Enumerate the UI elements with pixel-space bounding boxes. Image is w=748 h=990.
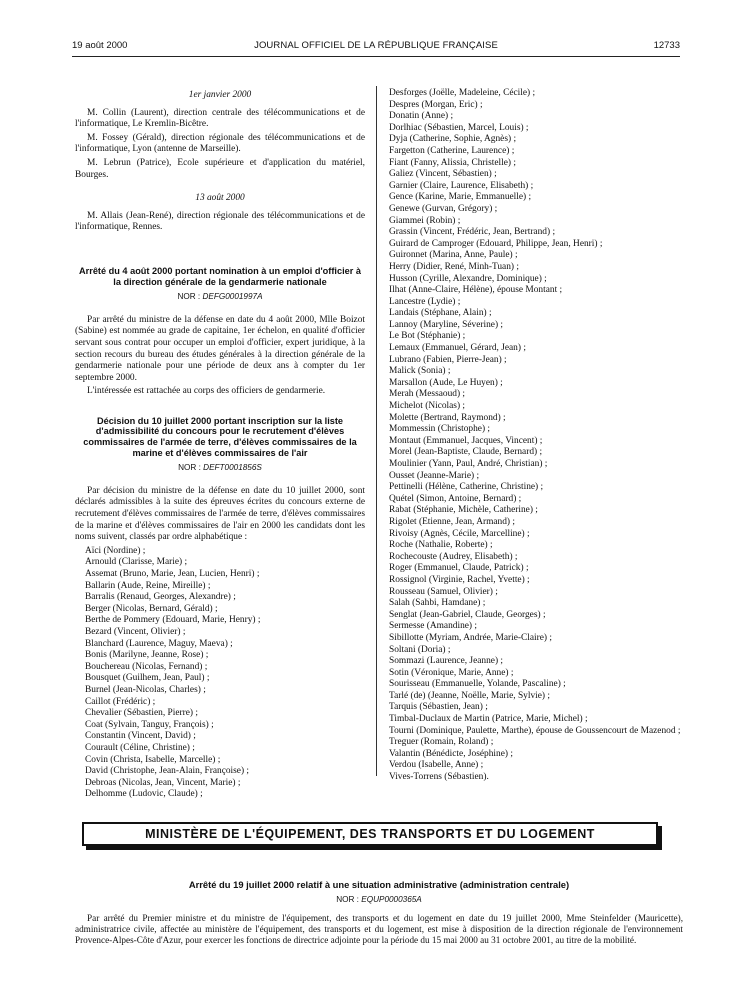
candidate-name: Covin (Christa, Isabelle, Marcelle) ; xyxy=(85,754,221,765)
candidate-name: Tarquis (Sébastien, Jean) ; xyxy=(389,702,488,713)
candidate-name: Lemaux (Emmanuel, Gérard, Jean) ; xyxy=(389,343,526,354)
candidate-list xyxy=(75,546,365,801)
bottom-decree xyxy=(75,880,683,948)
candidate-name: Ilhat (Anne-Claire, Hélène), épouse Montant ; xyxy=(389,285,563,296)
candidate-name: Fargetton (Catherine, Laurence) ; xyxy=(389,145,515,156)
appointment-paragraph: M. Lebrun (Patrice), Ecole supérieure et d'application du matériel, Bourges. xyxy=(75,157,365,180)
appointment-paragraph: M. Allais (Jean-René), direction régionale des télécommunications et de l'informatique, Rennes. xyxy=(75,210,365,233)
decree-title: Arrêté du 4 août 2000 portant nomination à un emploi d'officier à la direction générale de la gendarmerie nationale xyxy=(79,265,361,287)
candidate-name: Berger (Nicolas, Bernard, Gérald) ; xyxy=(85,603,218,614)
candidate-name: Gence (Karine, Marie, Emmanuelle) ; xyxy=(389,192,532,203)
candidate-name: Rousseau (Samuel, Olivier) ; xyxy=(389,586,498,597)
candidate-name: Blanchard (Laurence, Maguy, Maeva) ; xyxy=(85,638,233,649)
candidate-name: Dorlhiac (Sébastien, Marcel, Louis) ; xyxy=(389,122,529,133)
decree-title: Décision du 10 juillet 2000 portant inscription sur la liste d'admissibilité du concours pour le recrutement d'élèves commissaires de l'armée de terre, d'élèves commissaires de la marine et d'élèves commissaires de l'air xyxy=(83,415,357,458)
candidate-name: Sommazi (Laurence, Jeanne) ; xyxy=(389,656,504,667)
candidate-name: Coat (Sylvain, Tanguy, François) ; xyxy=(85,719,214,730)
candidate-name: Chevalier (Sébastien, Pierre) ; xyxy=(85,708,198,719)
right-column xyxy=(389,88,681,784)
candidate-name: Rigolet (Etienne, Jean, Armand) ; xyxy=(389,516,516,527)
candidate-name: Galiez (Vincent, Sébastien) ; xyxy=(389,169,497,180)
candidate-name: Timbal-Duclaux de Martin (Patrice, Marie, Michel) ; xyxy=(389,714,588,725)
section-date: 1er janvier 2000 xyxy=(188,90,252,100)
decree-paragraph: L'intéressée est rattachée au corps des officiers de gendarmerie. xyxy=(87,386,326,397)
candidate-name: Giammei (Robin) ; xyxy=(389,215,461,226)
candidate-name: Morel (Jean-Baptiste, Claude, Bernard) ; xyxy=(389,447,543,458)
candidate-name: Roger (Emmanuel, Claude, Patrick) ; xyxy=(389,563,529,574)
candidate-name: Vives-Torrens (Sébastien). xyxy=(389,772,489,783)
candidate-list xyxy=(379,88,681,784)
candidate-name: Pettinelli (Hélène, Catherine, Christine) ; xyxy=(389,482,544,493)
decree-title: Arrêté du 19 juillet 2000 relatif à une situation administrative (administration centrale) xyxy=(188,879,570,890)
candidate-name: Lannoy (Maryline, Séverine) ; xyxy=(389,319,504,330)
candidate-name: Guironnet (Marina, Anne, Paule) ; xyxy=(389,250,518,261)
decree-paragraph: Par arrêté du ministre de la défense en date du 4 août 2000, Mlle Boizot (Sabine) est nommée au grade de capitaine, 1er échelon, en qualité d'officier servant sous contrat pour occuper un emploi d'officier, expert juridique, à la section recours du bureau des études générales à la direction générale de la gendarmerie nationale pour une période de deux ans à compter du 1er septembre 2000. xyxy=(75,314,365,383)
candidate-name: Assemat (Bruno, Marie, Jean, Lucien, Henri) ; xyxy=(85,569,260,579)
candidate-name: Roche (Nathalie, Roberte) ; xyxy=(389,540,493,551)
nor-label: NOR : xyxy=(177,292,201,302)
candidate-name: David (Christophe, Jean-Alain, Françoise) ; xyxy=(85,766,250,777)
candidate-name: Fiant (Fanny, Alissia, Christelle) ; xyxy=(389,157,516,168)
candidate-name: Grassin (Vincent, Frédéric, Jean, Bertrand) ; xyxy=(389,227,556,238)
candidate-name: Desforges (Joëlle, Madeleine, Cécile) ; xyxy=(389,88,536,98)
decree-paragraph: Par décision du ministre de la défense en date du 10 juillet 2000, sont déclarés admissibles à la suite des épreuves écrites du concours externe de recrutement d'élèves commissaires de l'armée de terre, d'élèves commissaires de la marine et d'élèves commissaires de l'air en 2000 les candidats dont les noms suivent, classés par ordre alphabétique : xyxy=(75,485,365,543)
candidate-name: Berthe de Pommery (Edouard, Marie, Henry) ; xyxy=(85,615,261,626)
nor-code: DEFT0001856S xyxy=(203,463,262,473)
nor-code: EQUP0000365A xyxy=(361,894,422,904)
candidate-name: Burnel (Jean-Nicolas, Charles) ; xyxy=(85,684,206,695)
nor-reference xyxy=(75,462,365,474)
candidate-name: Barralis (Renaud, Georges, Alexandre) ; xyxy=(85,592,236,603)
candidate-name: Molette (Bertrand, Raymond) ; xyxy=(389,412,506,423)
candidate-name: Quétel (Simon, Antoine, Bernard) ; xyxy=(389,493,522,504)
candidate-name: Valantin (Bénédicte, Joséphine) ; xyxy=(389,748,513,759)
candidate-name: Landais (Stéphane, Alain) ; xyxy=(389,308,492,319)
candidate-name: Garnier (Claire, Laurence, Elisabeth) ; xyxy=(389,180,534,191)
candidate-name: Debroas (Nicolas, Jean, Vincent, Marie) ; xyxy=(85,777,241,788)
candidate-name: Donatin (Anne) ; xyxy=(389,111,454,122)
appointment-paragraph: M. Fossey (Gérald), direction régionale des télécommunications et de l'informatique, Lyon (antenne de Marseille). xyxy=(75,132,365,155)
candidate-name: Caillot (Frédéric) ; xyxy=(85,696,156,707)
candidate-name: Treguer (Romain, Roland) ; xyxy=(389,737,494,748)
candidate-name: Le Bot (Stéphanie) ; xyxy=(389,331,466,342)
candidate-name: Courault (Céline, Christine) ; xyxy=(85,742,195,753)
candidate-name: Montaut (Emmanuel, Jacques, Vincent) ; xyxy=(389,435,543,446)
candidate-name: Sotin (Véronique, Marie, Anne) ; xyxy=(389,667,514,678)
candidate-name: Michelot (Nicolas) ; xyxy=(389,401,466,412)
candidate-name: Bouchereau (Nicolas, Fernand) ; xyxy=(85,661,208,672)
candidate-name: Salah (Sahbi, Hamdane) ; xyxy=(389,598,486,609)
page-number: 12733 xyxy=(653,40,680,51)
candidate-name: Verdou (Isabelle, Anne) ; xyxy=(389,760,484,771)
candidate-name: Rossignol (Virginie, Rachel, Yvette) ; xyxy=(389,574,530,585)
nor-label: NOR : xyxy=(336,894,359,904)
candidate-name: Despres (Morgan, Eric) ; xyxy=(389,99,483,110)
nor-reference xyxy=(75,894,683,905)
candidate-name: Sourisseau (Emmanuelle, Yolande, Pascaline) ; xyxy=(389,679,566,690)
nor-code: DEFG0001997A xyxy=(202,292,263,302)
candidate-name: Herry (Didier, René, Minh-Tuan) ; xyxy=(389,261,519,272)
nor-reference xyxy=(75,291,365,303)
candidate-name: Moulinier (Yann, Paul, André, Christian) ; xyxy=(389,459,548,469)
candidate-name: Dyja (Catherine, Sophie, Agnès) ; xyxy=(389,134,517,145)
candidate-name: Constantin (Vincent, David) ; xyxy=(85,731,196,742)
appointment-paragraph: M. Collin (Laurent), direction centrale des télécommunications et de l'informatique, Le Kremlin-Bicêtre. xyxy=(75,107,365,130)
candidate-name: Mommessin (Christophe) ; xyxy=(389,424,491,435)
candidate-name: Sermesse (Amandine) ; xyxy=(389,621,477,632)
candidate-name: Malick (Sonia) ; xyxy=(389,366,451,377)
candidate-name: Merah (Messaoud) ; xyxy=(389,389,466,400)
issue-date: 19 août 2000 xyxy=(72,40,128,51)
decree-paragraph: Par arrêté du Premier ministre et du ministre de l'équipement, des transports et du logement en date du 19 juillet 2000, Mme Steinfelder (Mauricette), administratrice civile, affectée au ministère de l'équipement, des transports et du logement, est mise à disposition de la direction régionale de l'environnement Provence-Alpes-Côte d'Azur, pour exercer les fonctions de directrice adjointe pour la période du 15 mai 2000 au 31 octobre 2001, au titre de la mobilité. xyxy=(75,912,683,945)
candidate-name: Lancestre (Lydie) ; xyxy=(389,296,461,307)
candidate-name: Rabat (Stéphanie, Michèle, Catherine) ; xyxy=(389,505,538,516)
nor-label: NOR : xyxy=(178,463,201,473)
candidate-name: Ousset (Jeanne-Marie) ; xyxy=(389,470,480,481)
header-rule xyxy=(72,56,680,57)
section-date: 13 août 2000 xyxy=(195,193,245,204)
column-divider xyxy=(376,86,377,776)
candidate-name: Rochecouste (Audrey, Elisabeth) ; xyxy=(389,551,518,562)
journal-title: JOURNAL OFFICIEL DE LA RÉPUBLIQUE FRANÇAISE xyxy=(254,40,498,51)
candidate-name: Bonis (Marilyne, Jeanne, Rose) ; xyxy=(85,650,209,661)
candidate-name: Husson (Cyrille, Alexandre, Dominique) ; xyxy=(389,273,547,284)
candidate-name: Senglat (Jean-Gabriel, Claude, Georges) ; xyxy=(389,609,546,620)
candidate-name: Aïci (Nordine) ; xyxy=(85,545,146,556)
candidate-name: Rivoisy (Agnès, Cécile, Marcelline) ; xyxy=(389,528,530,539)
candidate-name: Delhomme (Ludovic, Claude) ; xyxy=(85,789,203,800)
candidate-name: Ballarin (Aude, Reine, Mireille) ; xyxy=(85,580,211,591)
candidate-name: Marsallon (Aude, Le Huyen) ; xyxy=(389,377,503,388)
left-column xyxy=(75,90,365,801)
page-header xyxy=(72,40,680,56)
ministry-heading: MINISTÈRE DE L'ÉQUIPEMENT, DES TRANSPORTS ET DU LOGEMENT xyxy=(82,822,658,846)
candidate-name: Guirard de Camproger (Edouard, Philippe, Jean, Henri) ; xyxy=(389,238,603,249)
candidate-name: Arnould (Clarisse, Marie) ; xyxy=(85,557,188,568)
candidate-name: Sibillotte (Myriam, Andrée, Marie-Claire) ; xyxy=(389,632,552,643)
candidate-name: Tourni (Dominique, Paulette, Marthe), épouse de Goussencourt de Mazenod ; xyxy=(389,725,681,736)
candidate-name: Lubrano (Fabien, Pierre-Jean) ; xyxy=(389,354,507,365)
candidate-name: Genewe (Gurvan, Grégory) ; xyxy=(389,203,498,214)
candidate-name: Tarlé (de) (Jeanne, Noëlle, Marie, Sylvie) ; xyxy=(389,690,550,701)
candidate-name: Soltani (Doria) ; xyxy=(389,644,451,655)
candidate-name: Bezard (Vincent, Olivier) ; xyxy=(85,626,186,637)
candidate-name: Bousquet (Guilhem, Jean, Paul) ; xyxy=(85,673,210,684)
